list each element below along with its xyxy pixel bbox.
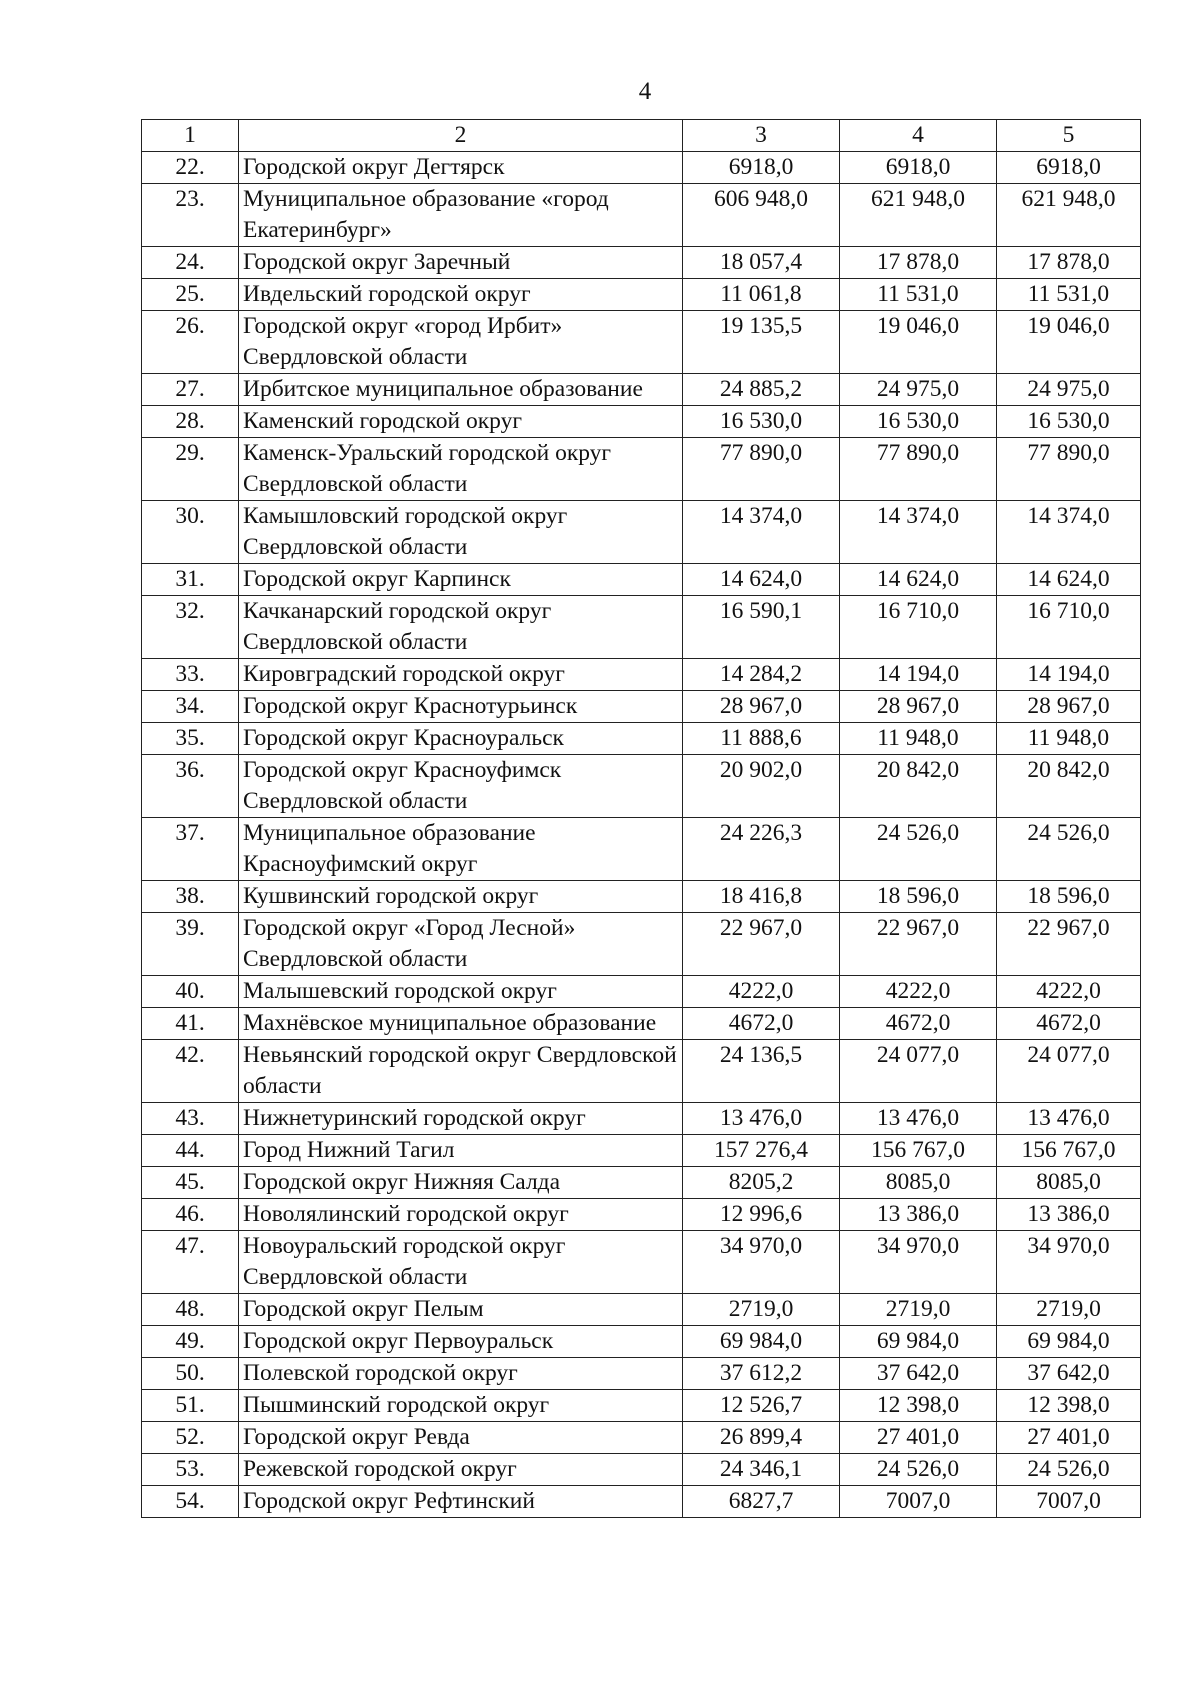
municipality-name-cell: Городской округ Пелым xyxy=(239,1294,683,1326)
table-row xyxy=(142,152,1141,184)
table-row xyxy=(142,659,1141,691)
value-col5-cell: 13 386,0 xyxy=(997,1199,1141,1231)
table-row xyxy=(142,1294,1141,1326)
row-number-cell: 46. xyxy=(142,1199,239,1231)
row-number-cell: 32. xyxy=(142,596,239,659)
value-col3-cell: 20 902,0 xyxy=(683,755,840,818)
municipality-name-cell: Кушвинский городской округ xyxy=(239,881,683,913)
value-col3-cell: 16 530,0 xyxy=(683,406,840,438)
municipality-name-cell: Махнёвское муниципальное образование xyxy=(239,1008,683,1040)
value-col3-cell: 4222,0 xyxy=(683,976,840,1008)
municipality-name-cell: Городской округ Красноуфимск Свердловской области xyxy=(239,755,683,818)
value-col4-cell: 14 374,0 xyxy=(840,501,997,564)
municipality-name-cell: Городской округ Заречный xyxy=(239,247,683,279)
table-row xyxy=(142,596,1141,659)
row-number-cell: 27. xyxy=(142,374,239,406)
value-col5-cell: 24 526,0 xyxy=(997,818,1141,881)
row-number-cell: 33. xyxy=(142,659,239,691)
municipality-name-cell: Пышминский городской округ xyxy=(239,1390,683,1422)
value-col3-cell: 34 970,0 xyxy=(683,1231,840,1294)
municipality-name-cell: Нижнетуринский городской округ xyxy=(239,1103,683,1135)
row-number-cell: 31. xyxy=(142,564,239,596)
value-col3-cell: 11 888,6 xyxy=(683,723,840,755)
value-col4-cell: 19 046,0 xyxy=(840,311,997,374)
value-col4-cell: 6918,0 xyxy=(840,152,997,184)
table-row xyxy=(142,723,1141,755)
value-col3-cell: 69 984,0 xyxy=(683,1326,840,1358)
value-col4-cell: 4222,0 xyxy=(840,976,997,1008)
value-col4-cell: 20 842,0 xyxy=(840,755,997,818)
value-col3-cell: 8205,2 xyxy=(683,1167,840,1199)
value-col5-cell: 12 398,0 xyxy=(997,1390,1141,1422)
table-row xyxy=(142,1231,1141,1294)
table-row xyxy=(142,406,1141,438)
value-col4-cell: 37 642,0 xyxy=(840,1358,997,1390)
municipality-name-cell: Городской округ «город Ирбит» Свердловской области xyxy=(239,311,683,374)
value-col4-cell: 13 476,0 xyxy=(840,1103,997,1135)
table-row xyxy=(142,976,1141,1008)
value-col3-cell: 12 526,7 xyxy=(683,1390,840,1422)
value-col4-cell: 14 194,0 xyxy=(840,659,997,691)
table-row xyxy=(142,755,1141,818)
row-number-cell: 38. xyxy=(142,881,239,913)
municipality-name-cell: Ивдельский городской округ xyxy=(239,279,683,311)
value-col3-cell: 2719,0 xyxy=(683,1294,840,1326)
municipality-name-cell: Малышевский городской округ xyxy=(239,976,683,1008)
table-row xyxy=(142,1040,1141,1103)
table-row xyxy=(142,1135,1141,1167)
table-row xyxy=(142,881,1141,913)
value-col3-cell: 13 476,0 xyxy=(683,1103,840,1135)
value-col4-cell: 18 596,0 xyxy=(840,881,997,913)
header-cell-1: 1 xyxy=(142,120,239,152)
municipality-name-cell: Ирбитское муниципальное образование xyxy=(239,374,683,406)
value-col3-cell: 18 057,4 xyxy=(683,247,840,279)
municipality-name-cell: Городской округ Первоуральск xyxy=(239,1326,683,1358)
value-col5-cell: 156 767,0 xyxy=(997,1135,1141,1167)
value-col5-cell: 24 526,0 xyxy=(997,1454,1141,1486)
value-col4-cell: 27 401,0 xyxy=(840,1422,997,1454)
value-col5-cell: 16 530,0 xyxy=(997,406,1141,438)
value-col3-cell: 606 948,0 xyxy=(683,184,840,247)
value-col4-cell: 16 710,0 xyxy=(840,596,997,659)
municipality-name-cell: Качканарский городской округ Свердловской области xyxy=(239,596,683,659)
municipality-name-cell: Полевской городской округ xyxy=(239,1358,683,1390)
table-row xyxy=(142,1326,1141,1358)
table-row xyxy=(142,184,1141,247)
value-col4-cell: 24 975,0 xyxy=(840,374,997,406)
row-number-cell: 37. xyxy=(142,818,239,881)
value-col4-cell: 11 948,0 xyxy=(840,723,997,755)
table-row xyxy=(142,1199,1141,1231)
value-col5-cell: 69 984,0 xyxy=(997,1326,1141,1358)
table-row xyxy=(142,1486,1141,1518)
value-col5-cell: 24 077,0 xyxy=(997,1040,1141,1103)
value-col3-cell: 16 590,1 xyxy=(683,596,840,659)
municipality-name-cell: Городской округ Краснотурьинск xyxy=(239,691,683,723)
municipality-name-cell: Новоуральский городской округ Свердловской области xyxy=(239,1231,683,1294)
row-number-cell: 26. xyxy=(142,311,239,374)
value-col5-cell: 20 842,0 xyxy=(997,755,1141,818)
row-number-cell: 41. xyxy=(142,1008,239,1040)
value-col5-cell: 22 967,0 xyxy=(997,913,1141,976)
header-cell-4: 4 xyxy=(840,120,997,152)
row-number-cell: 24. xyxy=(142,247,239,279)
municipality-name-cell: Режевской городской округ xyxy=(239,1454,683,1486)
value-col5-cell: 14 374,0 xyxy=(997,501,1141,564)
value-col4-cell: 24 526,0 xyxy=(840,818,997,881)
value-col3-cell: 24 346,1 xyxy=(683,1454,840,1486)
value-col3-cell: 11 061,8 xyxy=(683,279,840,311)
row-number-cell: 54. xyxy=(142,1486,239,1518)
value-col3-cell: 4672,0 xyxy=(683,1008,840,1040)
municipality-name-cell: Городской округ Дегтярск xyxy=(239,152,683,184)
row-number-cell: 36. xyxy=(142,755,239,818)
row-number-cell: 39. xyxy=(142,913,239,976)
table-row xyxy=(142,279,1141,311)
value-col4-cell: 16 530,0 xyxy=(840,406,997,438)
value-col4-cell: 13 386,0 xyxy=(840,1199,997,1231)
value-col3-cell: 6827,7 xyxy=(683,1486,840,1518)
table-row xyxy=(142,311,1141,374)
value-col5-cell: 28 967,0 xyxy=(997,691,1141,723)
value-col5-cell: 13 476,0 xyxy=(997,1103,1141,1135)
value-col4-cell: 8085,0 xyxy=(840,1167,997,1199)
municipality-name-cell: Городской округ Нижняя Салда xyxy=(239,1167,683,1199)
header-cell-2: 2 xyxy=(239,120,683,152)
value-col4-cell: 621 948,0 xyxy=(840,184,997,247)
row-number-cell: 50. xyxy=(142,1358,239,1390)
value-col3-cell: 14 624,0 xyxy=(683,564,840,596)
value-col4-cell: 34 970,0 xyxy=(840,1231,997,1294)
value-col4-cell: 12 398,0 xyxy=(840,1390,997,1422)
header-cell-3: 3 xyxy=(683,120,840,152)
value-col5-cell: 24 975,0 xyxy=(997,374,1141,406)
row-number-cell: 43. xyxy=(142,1103,239,1135)
value-col5-cell: 17 878,0 xyxy=(997,247,1141,279)
value-col5-cell: 7007,0 xyxy=(997,1486,1141,1518)
value-col3-cell: 19 135,5 xyxy=(683,311,840,374)
table-row xyxy=(142,1422,1141,1454)
value-col5-cell: 11 531,0 xyxy=(997,279,1141,311)
row-number-cell: 51. xyxy=(142,1390,239,1422)
value-col3-cell: 24 226,3 xyxy=(683,818,840,881)
value-col4-cell: 24 526,0 xyxy=(840,1454,997,1486)
value-col3-cell: 14 374,0 xyxy=(683,501,840,564)
value-col3-cell: 14 284,2 xyxy=(683,659,840,691)
table-row xyxy=(142,438,1141,501)
value-col4-cell: 11 531,0 xyxy=(840,279,997,311)
municipality-name-cell: Камышловский городской округ Свердловской области xyxy=(239,501,683,564)
municipality-name-cell: Новолялинский городской округ xyxy=(239,1199,683,1231)
table-row xyxy=(142,818,1141,881)
table-row xyxy=(142,913,1141,976)
value-col4-cell: 156 767,0 xyxy=(840,1135,997,1167)
value-col3-cell: 22 967,0 xyxy=(683,913,840,976)
value-col3-cell: 24 136,5 xyxy=(683,1040,840,1103)
row-number-cell: 48. xyxy=(142,1294,239,1326)
value-col3-cell: 37 612,2 xyxy=(683,1358,840,1390)
row-number-cell: 29. xyxy=(142,438,239,501)
value-col5-cell: 37 642,0 xyxy=(997,1358,1141,1390)
header-cell-5: 5 xyxy=(997,120,1141,152)
row-number-cell: 45. xyxy=(142,1167,239,1199)
value-col3-cell: 28 967,0 xyxy=(683,691,840,723)
table-row xyxy=(142,1008,1141,1040)
row-number-cell: 22. xyxy=(142,152,239,184)
value-col4-cell: 17 878,0 xyxy=(840,247,997,279)
row-number-cell: 34. xyxy=(142,691,239,723)
municipality-name-cell: Городской округ Ревда xyxy=(239,1422,683,1454)
municipality-name-cell: Городской округ Карпинск xyxy=(239,564,683,596)
value-col5-cell: 2719,0 xyxy=(997,1294,1141,1326)
municipality-name-cell: Каменский городской округ xyxy=(239,406,683,438)
value-col3-cell: 18 416,8 xyxy=(683,881,840,913)
row-number-cell: 44. xyxy=(142,1135,239,1167)
value-col4-cell: 77 890,0 xyxy=(840,438,997,501)
municipality-name-cell: Муниципальное образование «город Екатеринбург» xyxy=(239,184,683,247)
table-row xyxy=(142,564,1141,596)
value-col4-cell: 22 967,0 xyxy=(840,913,997,976)
value-col5-cell: 16 710,0 xyxy=(997,596,1141,659)
table-row xyxy=(142,247,1141,279)
row-number-cell: 53. xyxy=(142,1454,239,1486)
value-col3-cell: 157 276,4 xyxy=(683,1135,840,1167)
table-row xyxy=(142,691,1141,723)
value-col3-cell: 12 996,6 xyxy=(683,1199,840,1231)
table-row xyxy=(142,1390,1141,1422)
table-row xyxy=(142,1358,1141,1390)
municipality-name-cell: Городской округ Рефтинский xyxy=(239,1486,683,1518)
row-number-cell: 30. xyxy=(142,501,239,564)
value-col3-cell: 24 885,2 xyxy=(683,374,840,406)
row-number-cell: 35. xyxy=(142,723,239,755)
row-number-cell: 28. xyxy=(142,406,239,438)
value-col3-cell: 77 890,0 xyxy=(683,438,840,501)
row-number-cell: 23. xyxy=(142,184,239,247)
row-number-cell: 49. xyxy=(142,1326,239,1358)
municipality-name-cell: Город Нижний Тагил xyxy=(239,1135,683,1167)
row-number-cell: 52. xyxy=(142,1422,239,1454)
value-col4-cell: 7007,0 xyxy=(840,1486,997,1518)
value-col3-cell: 6918,0 xyxy=(683,152,840,184)
budget-table xyxy=(141,119,1141,1518)
value-col4-cell: 69 984,0 xyxy=(840,1326,997,1358)
value-col5-cell: 34 970,0 xyxy=(997,1231,1141,1294)
value-col5-cell: 4222,0 xyxy=(997,976,1141,1008)
page-number: 4 xyxy=(638,78,652,105)
value-col4-cell: 28 967,0 xyxy=(840,691,997,723)
table-row xyxy=(142,1103,1141,1135)
value-col5-cell: 6918,0 xyxy=(997,152,1141,184)
value-col4-cell: 24 077,0 xyxy=(840,1040,997,1103)
value-col5-cell: 621 948,0 xyxy=(997,184,1141,247)
value-col5-cell: 4672,0 xyxy=(997,1008,1141,1040)
table-row xyxy=(142,1167,1141,1199)
municipality-name-cell: Городской округ «Город Лесной» Свердловской области xyxy=(239,913,683,976)
value-col4-cell: 14 624,0 xyxy=(840,564,997,596)
municipality-name-cell: Кировградский городской округ xyxy=(239,659,683,691)
value-col4-cell: 2719,0 xyxy=(840,1294,997,1326)
municipality-name-cell: Муниципальное образование Красноуфимский округ xyxy=(239,818,683,881)
table-row xyxy=(142,374,1141,406)
row-number-cell: 40. xyxy=(142,976,239,1008)
municipality-name-cell: Городской округ Красноуральск xyxy=(239,723,683,755)
value-col5-cell: 14 194,0 xyxy=(997,659,1141,691)
table-row xyxy=(142,501,1141,564)
value-col5-cell: 19 046,0 xyxy=(997,311,1141,374)
table-row xyxy=(142,1454,1141,1486)
value-col4-cell: 4672,0 xyxy=(840,1008,997,1040)
row-number-cell: 47. xyxy=(142,1231,239,1294)
value-col5-cell: 18 596,0 xyxy=(997,881,1141,913)
value-col5-cell: 8085,0 xyxy=(997,1167,1141,1199)
value-col5-cell: 27 401,0 xyxy=(997,1422,1141,1454)
value-col3-cell: 26 899,4 xyxy=(683,1422,840,1454)
value-col5-cell: 14 624,0 xyxy=(997,564,1141,596)
value-col5-cell: 11 948,0 xyxy=(997,723,1141,755)
header-row xyxy=(142,120,1141,152)
municipality-name-cell: Каменск-Уральский городской округ Свердловской области xyxy=(239,438,683,501)
row-number-cell: 42. xyxy=(142,1040,239,1103)
municipality-name-cell: Невьянский городской округ Свердловской области xyxy=(239,1040,683,1103)
value-col5-cell: 77 890,0 xyxy=(997,438,1141,501)
row-number-cell: 25. xyxy=(142,279,239,311)
